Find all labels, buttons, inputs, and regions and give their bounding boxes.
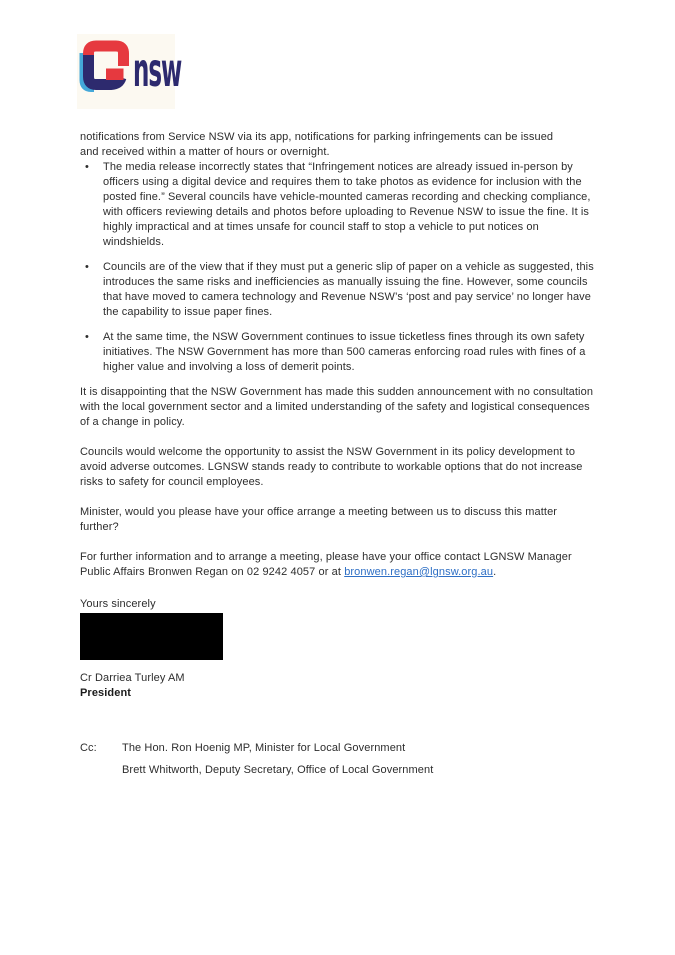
cc-entries: [122, 741, 433, 785]
closing-salutation: Yours sincerely: [80, 598, 156, 610]
email-link[interactable]: bronwen.regan@lgnsw.org.au: [344, 566, 494, 578]
bullet-item: • At the same time, the NSW Government continues to issue ticketless fines through its own safety initiatives. The NSW Government has more than 500 cameras enforcing road rules with fines of a higher value and involving a loss of demerit points.: [80, 330, 595, 375]
signatory-name: Cr Darriea Turley AM: [80, 672, 185, 684]
body-paragraph: Minister, would you please have your office arrange a meeting between us to discuss this matter further?: [80, 506, 558, 533]
contact-paragraph: [80, 550, 595, 580]
bullet-item: • The media release incorrectly states that “Infringement notices are already issued in-person by officers using a digital device and requires them to take photos as evidence for inclusion with the posted fine.” Several councils have vehicle-mounted cameras recording and checking compliance, with officers reviewing details and photos before uploading to Revenue NSW to issue the fine. It is highly impractical and at times unsafe for council staff to stop a vehicle to put notices on windshields.: [80, 160, 595, 250]
lg-monogram-icon: [85, 46, 124, 87]
letter-body: [80, 130, 595, 785]
bullet-item: • Councils are of the view that if they must put a generic slip of paper on a vehicle as suggested, this introduces the same risks and inefficiencies as manually issuing the fine. However, some councils that have moved to camera technology and Revenue NSW’s ‘post and pay service’ no longer have the capability to issue paper fines.: [80, 260, 595, 320]
cc-section: [80, 741, 595, 785]
signature-redacted-block: [80, 613, 223, 660]
cc-label: Cc:: [80, 742, 97, 754]
contact-text-post: .: [493, 566, 497, 578]
signatory-title: President: [80, 687, 132, 699]
body-paragraph: Councils would welcome the opportunity to assist the NSW Government in its policy development to avoid adverse outcomes. LGNSW stands ready to contribute to workable options that do not increase risks to safety for council employees.: [80, 446, 583, 488]
cc-entry: The Hon. Ron Hoenig MP, Minister for Local Government: [122, 742, 406, 754]
lgnsw-logo: [77, 34, 182, 109]
bullet-list: [80, 160, 595, 375]
cc-entry: Brett Whitworth, Deputy Secretary, Office of Local Government: [122, 764, 434, 776]
body-paragraph: It is disappointing that the NSW Government has made this sudden announcement with no consultation with the local government sector and a limited understanding of the safety and logistical consequences of a change in policy.: [80, 386, 594, 428]
logo-nsw-text: nsw: [133, 42, 182, 98]
lgnsw-logo-icon: [81, 40, 182, 98]
intro-continuation-paragraph: notifications from Service NSW via its app, notifications for parking infringements can be issued and received within a matter of hours or overnight.: [80, 131, 554, 158]
contact-text-pre: For further information and to arrange a meeting, please have your office contact LGNSW Manager Public Affairs Bronwen Regan on 02 9242 4057 or at: [80, 551, 572, 578]
